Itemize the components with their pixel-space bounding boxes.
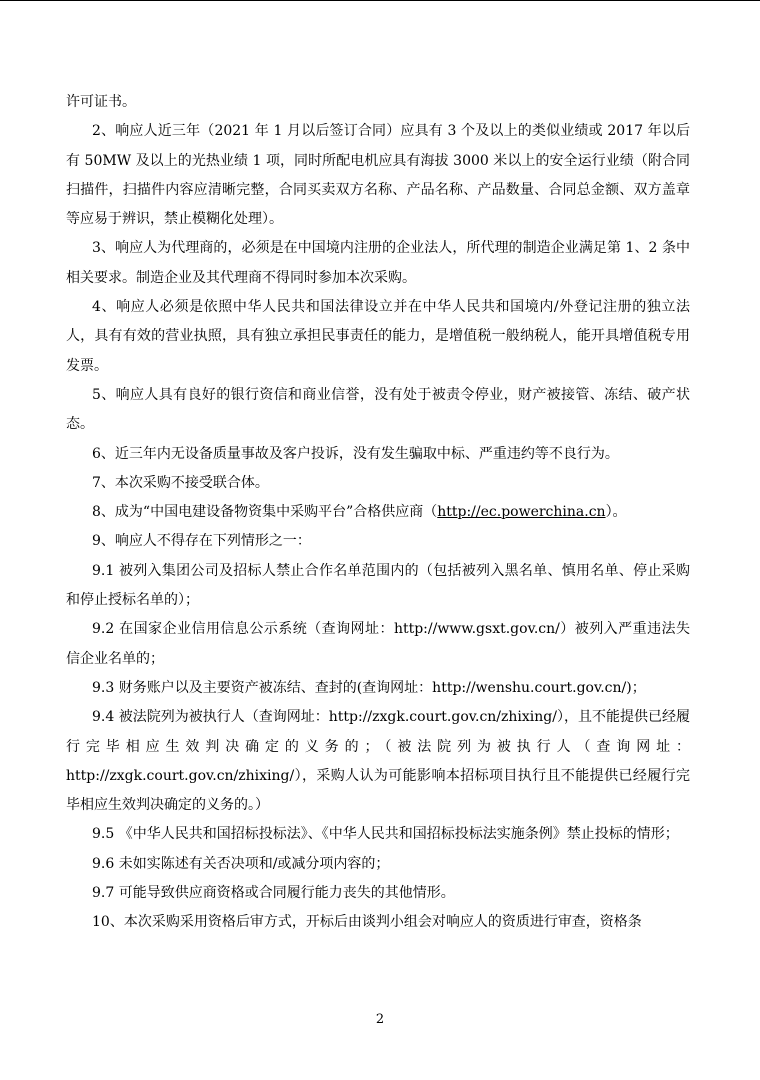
paragraph-item-9-7: 9.7 可能导致供应商资格或合同履行能力丧失的其他情形。 bbox=[92, 885, 455, 902]
paragraph-item-9-5: 9.5 《中华人民共和国招标投标法》、《中华人民共和国招标投标法实施条例》禁止投标的情形； bbox=[92, 826, 679, 843]
paragraph-item-9-2: 9.2 在国家企业信用信息公示系统（查询网址：http://www.gsxt.gov.cn/）被列入严重违法失信企业名单的； bbox=[66, 621, 690, 667]
paragraph-item-5: 5、响应人具有良好的银行资信和商业信誉，没有处于被责令停业，财产被接管、冻结、破产状态。 bbox=[66, 386, 690, 433]
paragraph-item-9-6: 9.6 未如实陈述有关否决项和/或减分项内容的； bbox=[92, 855, 390, 872]
paragraph-item-9-3: 9.3 财务账户以及主要资产被冻结、查封的(查询网址：http://wenshu.court.gov.cn/)； bbox=[92, 679, 646, 696]
paragraph-item-8-text: 8、成为“中国电建设备物资集中采购平台”合格供应商（ bbox=[92, 504, 438, 521]
page-number: 2 bbox=[375, 1012, 385, 1027]
paragraph-item-9: 9、响应人不得存在下列情形之一： bbox=[92, 533, 311, 550]
paragraph-item-4: 4、响应人必须是依照中华人民共和国法律设立并在中华人民共和国境内/外登记注册的独立法人，具有有效的营业执照，具有独立承担民事责任的能力，是增值税一般纳税人，能开具增值税专用发票。 bbox=[66, 299, 690, 374]
paragraph-item-10: 10、本次采购采用资格后审方式，开标后由谈判小组会对响应人的资质进行审查，资格条 bbox=[92, 914, 642, 931]
document-body bbox=[66, 88, 690, 938]
paragraph-continuation: 许可证书。 bbox=[66, 94, 136, 110]
paragraph-item-3: 3、响应人为代理商的，必须是在中国境内注册的企业法人，所代理的制造企业满足第 1、2 条中相关要求。制造企业及其代理商不得同时参加本次采购。 bbox=[66, 240, 690, 286]
paragraph-item-6: 6、近三年内无设备质量事故及客户投诉，没有发生骗取中标、严重违约等不良行为。 bbox=[92, 445, 619, 462]
paragraph-item-7: 7、本次采购不接受联合体。 bbox=[92, 474, 269, 491]
paragraph-item-2: 2、响应人近三年（2021 年 1 月以后签订合同）应具有 3 个及以上的类似业绩或 2017 年以后有 50MW 及以上的光热业绩 1 项，同时所配电机应具有海拔 3000 米以上的安全运行业绩（附合同扫描件，扫描件内容应清晰完整，合同买卖双方名称、产品名称、产品数量、合同总金额、双方盖章等应易于辨识，禁止模糊化处理）。 bbox=[66, 123, 690, 228]
paragraph-item-8 bbox=[66, 498, 690, 527]
powerchina-link[interactable]: http://ec.powerchina.cn bbox=[437, 504, 606, 521]
paragraph-item-9-1: 9.1 被列入集团公司及招标人禁止合作名单范围内的（包括被列入黑名单、慎用名单、停止采购和停止授标名单的）； bbox=[66, 562, 690, 609]
paragraph-item-9-4: 9.4 被法院列为被执行人（查询网址：http://zxgk.court.gov.cn/zhixing/），且不能提供已经履行完毕相应生效判决确定的义务的；（被法院列为被执行人（查询网址：http://zxgk.court.gov.cn/zhixing/），采购人认为可能影响本招标项目执行且不能提供已经履行完毕相应生效判决确定的义务的。） bbox=[66, 709, 690, 814]
header-rule bbox=[0, 0, 760, 1]
paragraph-item-8-end: ）。 bbox=[605, 504, 627, 521]
